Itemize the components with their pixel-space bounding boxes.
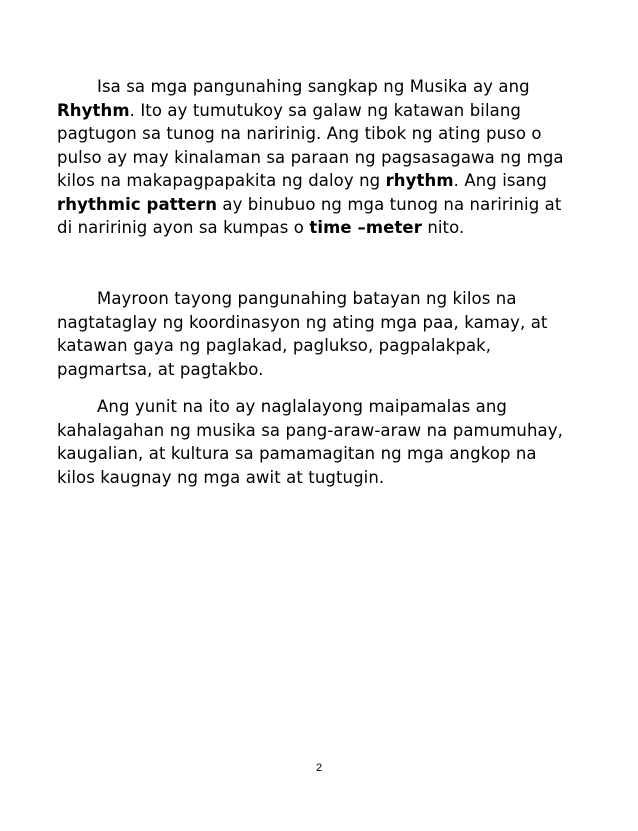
bold-term: rhythm	[385, 171, 454, 190]
text-run: Isa sa mga pangunahing sangkap ng Musika ay ang	[97, 77, 530, 96]
text-run: Mayroon tayong pangunahing batayan ng kilos na nagtataglay ng koordinasyon ng ating mga paa, kamay, at katawan gaya ng paglakad, paglukso, pagpalakpak, pagmartsa, at pagtakbo.	[57, 289, 548, 379]
text-run: . Ito ay tumutukoy sa galaw ng katawan bilang pagtugon sa tunog na naririnig. Ang tibok ng ating puso o pulso ay may kinalaman sa paraan ng pagsasagawa ng mga kilos na makapagpapakita ng daloy ng	[57, 100, 564, 190]
text-run: Ang yunit na ito ay naglalayong maipamalas ang kahalagahan ng musika sa pang-araw-araw na pamumuhay, kaugalian, at kultura sa pamamagitan ng mga angkop na kilos kaugnay ng mga awit at tugtugin.	[57, 397, 563, 487]
page-number: 2	[315, 762, 323, 774]
paragraph-2	[57, 287, 577, 381]
paragraph-1	[57, 75, 577, 240]
bold-term: time –meter	[309, 218, 422, 237]
text-run: ay binubuo ng mga tunog na naririnig at di naririnig ayon sa kumpas o	[57, 194, 562, 237]
paragraph-3	[57, 395, 577, 489]
bold-term: Rhythm	[57, 100, 130, 120]
text-run: nito.	[421, 218, 465, 237]
text-run: . Ang isang	[453, 171, 547, 190]
bold-term: rhythmic pattern	[57, 194, 218, 214]
